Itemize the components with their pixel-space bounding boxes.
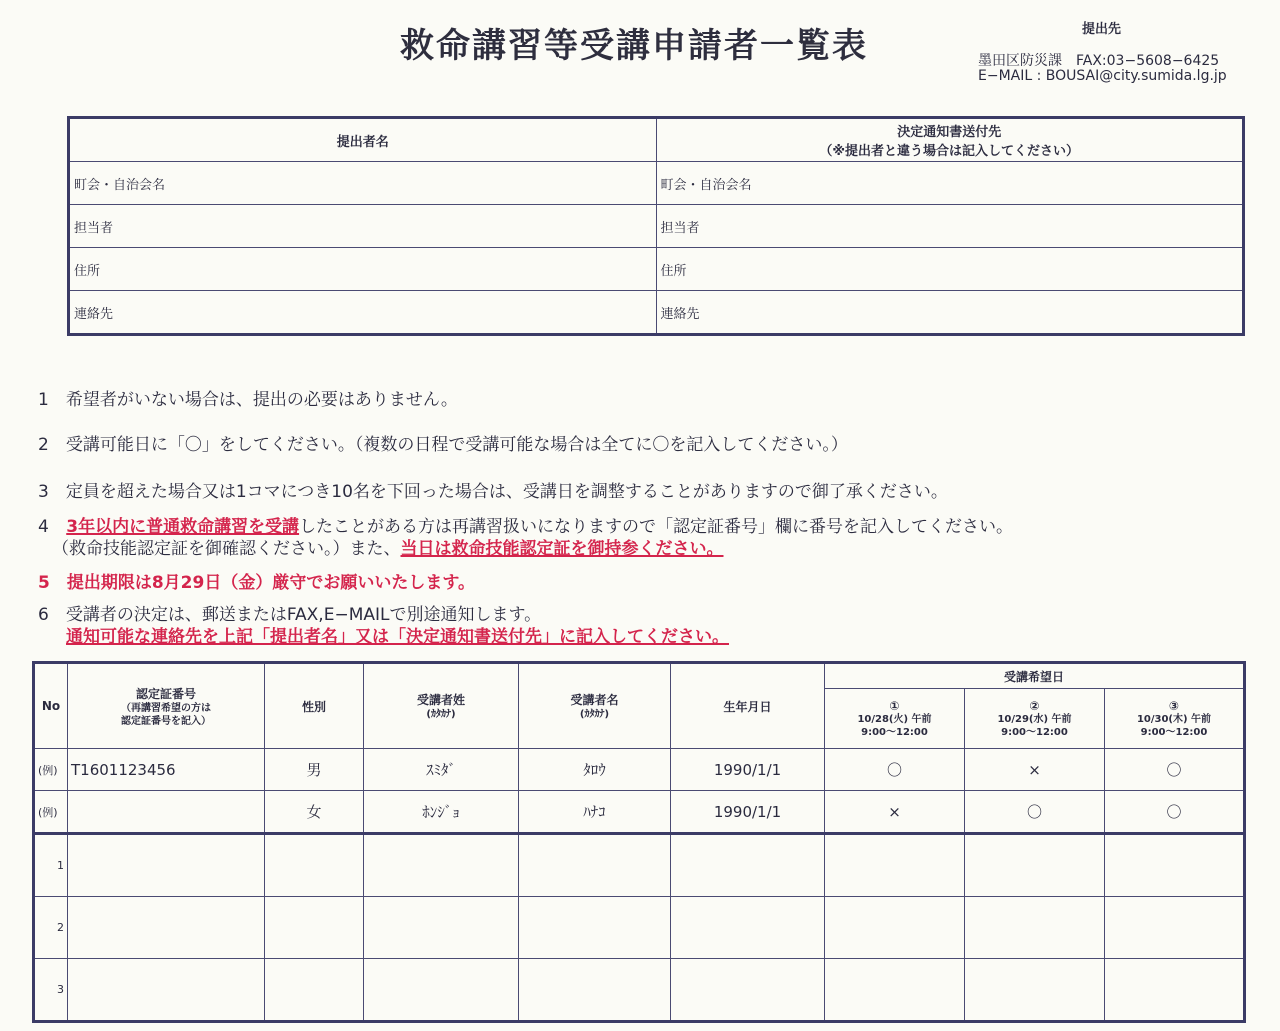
col-firstname-title: 受講者名 <box>570 693 619 707</box>
example-date2-mark: 〇 <box>965 791 1105 834</box>
example-lastname: ｽﾐﾀﾞ <box>364 749 519 791</box>
date3-cell[interactable] <box>1105 897 1245 959</box>
recipient-header-note: （※提出者と違う場合は記入してください） <box>819 144 1080 159</box>
cert-cell[interactable] <box>68 834 265 897</box>
note-2: 2 受講可能日に「〇」をしてください。（複数の日程で受講可能な場合は全てに〇を記入してください。） <box>38 435 848 455</box>
row-number: 2 <box>34 897 68 959</box>
table-row <box>34 897 1245 959</box>
date2-cell[interactable] <box>965 834 1105 897</box>
date3-date: 10/30(木) 午前 <box>1136 713 1212 725</box>
gender-cell[interactable] <box>265 897 364 959</box>
date1-cell[interactable] <box>825 897 965 959</box>
col-date1-header <box>825 689 965 749</box>
note-4-line2 <box>52 534 724 559</box>
note-1: 1 希望者がいない場合は、提出の必要はありません。 <box>38 390 458 410</box>
date2-date: 10/29(水) 午前 <box>997 713 1072 725</box>
note-5: 5 提出期限は8月29日（金）厳守でお願いいたします。 <box>38 573 475 593</box>
cert-cell[interactable] <box>68 897 265 959</box>
date2-number: ② <box>1029 698 1040 713</box>
recipient-person-field[interactable]: 担当者 <box>656 205 1244 248</box>
dob-cell[interactable] <box>671 834 825 897</box>
note-6: 6 受講者の決定は、郵送またはFAX,E−MAILで別途通知します。 <box>38 605 542 625</box>
date1-cell[interactable] <box>825 959 965 1022</box>
date1-time: 9:00〜12:00 <box>861 726 928 738</box>
col-no-header: No <box>34 663 68 749</box>
example-date3-mark: 〇 <box>1105 791 1245 834</box>
col-cert-note1: （再講習希望の方は <box>121 702 211 714</box>
example-firstname: ﾊﾅｺ <box>519 791 671 834</box>
submitter-table <box>67 116 1245 336</box>
submit-to-fax: 墨田区防災課 FAX:03−5608−6425 <box>978 53 1220 69</box>
dob-cell[interactable] <box>671 959 825 1022</box>
example-no: (例) <box>34 791 68 834</box>
note-4-line2-text: （救命技能認定証を御確認ください。）また、 <box>52 539 401 559</box>
example-date1-mark: × <box>825 791 965 834</box>
date2-time: 9:00〜12:00 <box>1001 726 1068 738</box>
note-4-emphasis: 3年以内に普通救命講習を受講 <box>66 517 300 537</box>
col-lastname-title: 受講者姓 <box>416 693 465 707</box>
page-title: 救命講習等受講申請者一覧表 <box>400 26 868 66</box>
example-gender: 男 <box>265 749 364 791</box>
example-gender: 女 <box>265 791 364 834</box>
col-cert-header <box>68 663 265 749</box>
example-date2-mark: × <box>965 749 1105 791</box>
col-firstname-header <box>519 663 671 749</box>
col-dob-header: 生年月日 <box>671 663 825 749</box>
submitter-address-field[interactable]: 住所 <box>69 248 657 291</box>
date3-cell[interactable] <box>1105 834 1245 897</box>
example-cert: T1601123456 <box>68 749 265 791</box>
lastname-cell[interactable] <box>364 897 519 959</box>
col-firstname-note: (ｶﾀｶﾅ) <box>579 709 610 720</box>
lastname-cell[interactable] <box>364 959 519 1022</box>
recipient-header-title: 決定通知書送付先 <box>897 125 1002 140</box>
dob-cell[interactable] <box>671 897 825 959</box>
col-cert-title: 認定証番号 <box>135 686 196 701</box>
table-row <box>34 834 1245 897</box>
date3-cell[interactable] <box>1105 959 1245 1022</box>
submitter-person-field[interactable]: 担当者 <box>69 205 657 248</box>
example-firstname: ﾀﾛｳ <box>519 749 671 791</box>
recipient-address-field[interactable]: 住所 <box>656 248 1244 291</box>
col-lastname-note: (ｶﾀｶﾅ) <box>426 709 456 720</box>
date3-number: ③ <box>1168 698 1180 713</box>
recipient-header <box>656 118 1244 162</box>
col-date2-header <box>965 689 1105 749</box>
example-no: (例) <box>34 749 68 791</box>
cert-cell[interactable] <box>68 959 265 1022</box>
col-gender-header: 性別 <box>265 663 364 749</box>
date2-cell[interactable] <box>965 897 1105 959</box>
note-6-emphasis: 通知可能な連絡先を上記「提出者名」又は「決定通知書送付先」に記入してください。 <box>66 627 729 647</box>
note-3: 3 定員を超えた場合又は1コマにつき10名を下回った場合は、受講日を調整することがありますので御了承ください。 <box>38 482 948 502</box>
example-date3-mark: 〇 <box>1105 749 1245 791</box>
example-cert <box>68 791 265 834</box>
col-date3-header <box>1105 689 1245 749</box>
submitter-contact-field[interactable]: 連絡先 <box>69 291 657 335</box>
note-4-line2-emphasis: 当日は救命技能認定証を御持参ください。 <box>400 539 724 559</box>
note-4-text: したことがある方は再講習扱いになりますので「認定証番号」欄に番号を記入してください。 <box>299 517 1014 537</box>
applicant-table <box>32 661 1246 1023</box>
recipient-contact-field[interactable]: 連絡先 <box>656 291 1244 335</box>
submitter-header: 提出者名 <box>69 118 657 162</box>
table-row <box>34 959 1245 1022</box>
gender-cell[interactable] <box>265 959 364 1022</box>
col-dates-group-header: 受講希望日 <box>825 663 1245 689</box>
example-dob: 1990/1/1 <box>671 791 825 834</box>
row-number: 1 <box>34 834 68 897</box>
row-number: 3 <box>34 959 68 1022</box>
submit-to-email: E−MAIL : BOUSAI@city.sumida.lg.jp <box>978 68 1227 84</box>
col-lastname-header <box>364 663 519 749</box>
firstname-cell[interactable] <box>519 897 671 959</box>
example-date1-mark: 〇 <box>825 749 965 791</box>
example-row <box>34 749 1245 791</box>
example-lastname: ﾎﾝｼﾞｮ <box>364 791 519 834</box>
example-row <box>34 791 1245 834</box>
note-4-number: 4 <box>38 517 49 537</box>
firstname-cell[interactable] <box>519 959 671 1022</box>
date3-time: 9:00〜12:00 <box>1140 726 1208 738</box>
date1-date: 10/28(火) 午前 <box>857 713 932 725</box>
date1-cell[interactable] <box>825 834 965 897</box>
example-dob: 1990/1/1 <box>671 749 825 791</box>
submitter-org-field[interactable]: 町会・自治会名 <box>69 162 657 205</box>
lastname-cell[interactable] <box>364 834 519 897</box>
gender-cell[interactable] <box>265 834 364 897</box>
date1-number: ① <box>889 698 900 713</box>
col-cert-note2: 認定証番号を記入） <box>121 715 211 727</box>
date2-cell[interactable] <box>965 959 1105 1022</box>
submit-to-label: 提出先 <box>1082 22 1122 37</box>
firstname-cell[interactable] <box>519 834 671 897</box>
recipient-org-field[interactable]: 町会・自治会名 <box>656 162 1244 205</box>
